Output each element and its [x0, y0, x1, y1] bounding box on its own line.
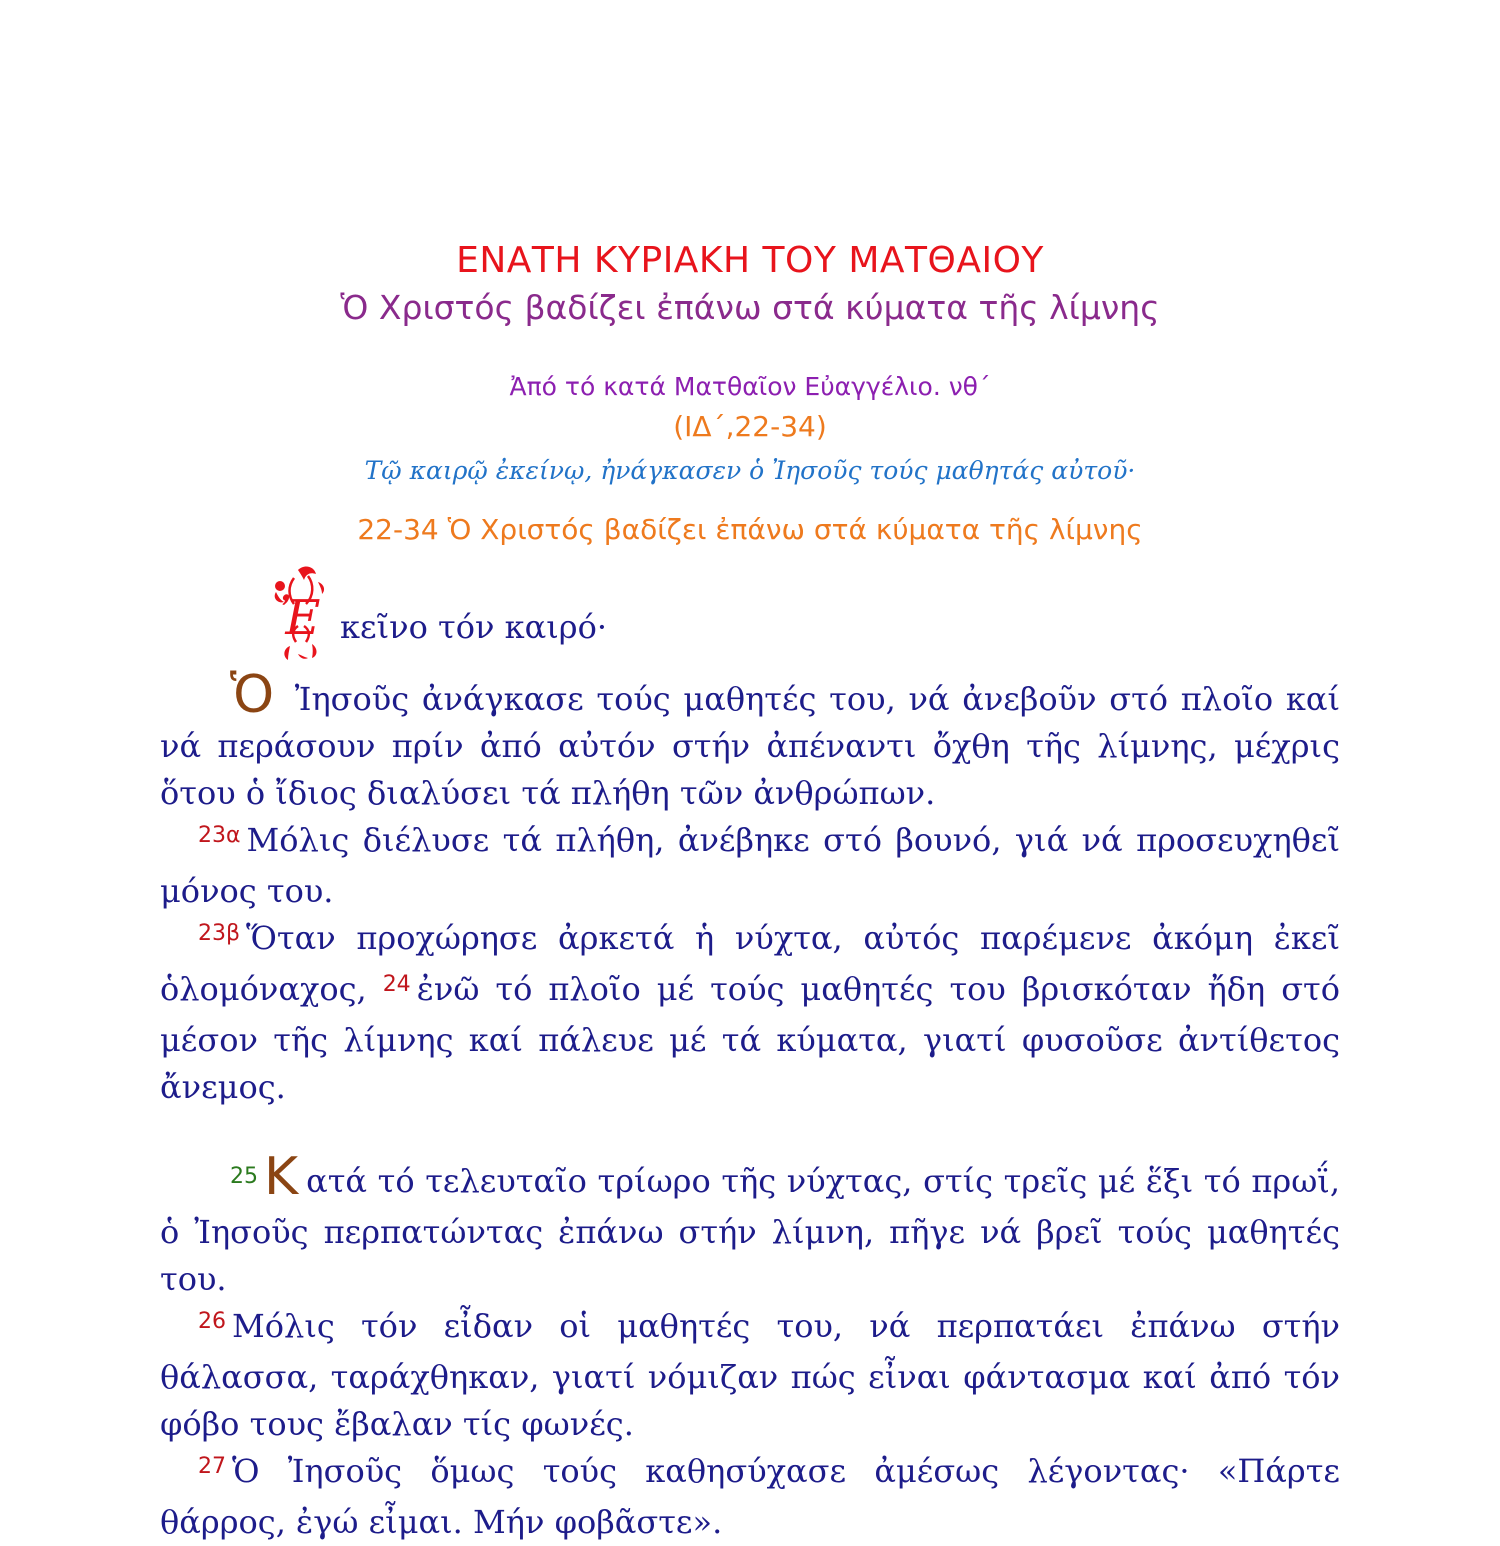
verse-number: 24	[382, 972, 411, 997]
pericope-heading: 22-34 Ὁ Χριστός βαδίζει ἐπάνω στά κύματα τῆς λίμνης	[357, 513, 1143, 546]
drop-cap: Ὁ	[230, 665, 275, 725]
verse-text: Ἰησοῦς ἀνάγκασε τούς μαθητές του, νά ἀνεβοῦν στό πλοῖο καί νά περάσουν πρίν ἀπό αὐτόν στήν ἀπέναντι ὄχθη τῆς λίμνης, μέχρις ὅτου ὁ ἴδιος διαλύσει τά πλήθη τῶν ἀνθρώπων.	[160, 680, 1340, 812]
paragraph-verse-26	[160, 1303, 1340, 1448]
ornamental-initial-icon	[268, 564, 332, 664]
page-subtitle: Ὁ Χριστός βαδίζει ἐπάνω στά κύματα τῆς λίμνης	[340, 288, 1160, 327]
paragraph-verse-25	[160, 1147, 1340, 1303]
gospel-source: Ἀπό τό κατά Ματθαῖον Εὐαγγέλιο. νθ΄	[509, 372, 991, 401]
verse-text: ἐνῶ τό πλοῖο μέ τούς μαθητές του βρισκόταν ἤδη στό μέσον τῆς λίμνης καί πάλευε μέ τά κύματα, γιατί φυσοῦσε ἀντίθετος ἄνεμος.	[160, 970, 1341, 1106]
paragraph-verse-22	[160, 665, 1340, 817]
verse-text: Μόλις τόν εἶδαν οἱ μαθητές του, νά περπατάει ἐπάνω στήν θάλασσα, ταράχθηκαν, γιατί νόμιζαν πώς εἶναι φάντασμα καί ἀπό τόν φόβο τους ἔβαλαν τίς φωνές.	[160, 1307, 1340, 1443]
verse-number: 26	[198, 1309, 226, 1334]
page-title: ΕΝΑΤΗ ΚΥΡΙΑΚΗ ΤΟΥ ΜΑΤΘΑΙΟΥ	[456, 240, 1044, 281]
verse-text: Μόλις διέλυσε τά πλήθη, ἀνέβηκε στό βουνό, γιά νά προσευχηθεῖ μόνος του.	[160, 821, 1340, 910]
verse-number: 23β	[198, 921, 241, 946]
verse-text: ατά τό τελευταῖο τρίωρο τῆς νύχτας, στίς τρεῖς μέ ἕξι τό πρωΐ, ὁ Ἰησοῦς περπατώντας ἐπάνω στήν λίμνη, πῆγε νά βρεῖ τούς μαθητές του.	[160, 1162, 1340, 1298]
paragraph-verse-23a	[160, 817, 1340, 915]
verse-number: 25	[230, 1164, 258, 1189]
paragraph-verse-23b-24	[160, 915, 1340, 1111]
opening-text: κεῖνο τόν καιρό·	[340, 608, 608, 646]
drop-cap: Κ	[264, 1147, 299, 1207]
paragraph-gap	[160, 1111, 1340, 1158]
verse-number: 27	[198, 1454, 226, 1479]
verse-text: Ὅταν προχώρησε ἀρκετά ἡ νύχτα, αὐτός παρέμενε ἀκόμη ἐκεῖ ὁλομόναχος,	[160, 919, 1340, 1008]
verse-text: Ὁ Ἰησοῦς ὅμως τούς καθησύχασε ἀμέσως λέγοντας· «Πάρτε θάρρος, ἐγώ εἶμαι. Μήν φοβᾶστε».	[160, 1452, 1340, 1541]
ornamental-initial-letter: Ἐ	[279, 590, 321, 646]
liturgical-incipit: Τῷ καιρῷ ἐκείνῳ, ἠνάγκασεν ὁ Ἰησοῦς τούς μαθητάς αὐτοῦ·	[364, 456, 1136, 485]
gospel-body	[160, 665, 1341, 1546]
chapter-reference: (ΙΔ΄,22-34)	[673, 410, 827, 443]
paragraph-verse-27	[160, 1448, 1340, 1546]
verse-number: 23α	[198, 823, 241, 848]
